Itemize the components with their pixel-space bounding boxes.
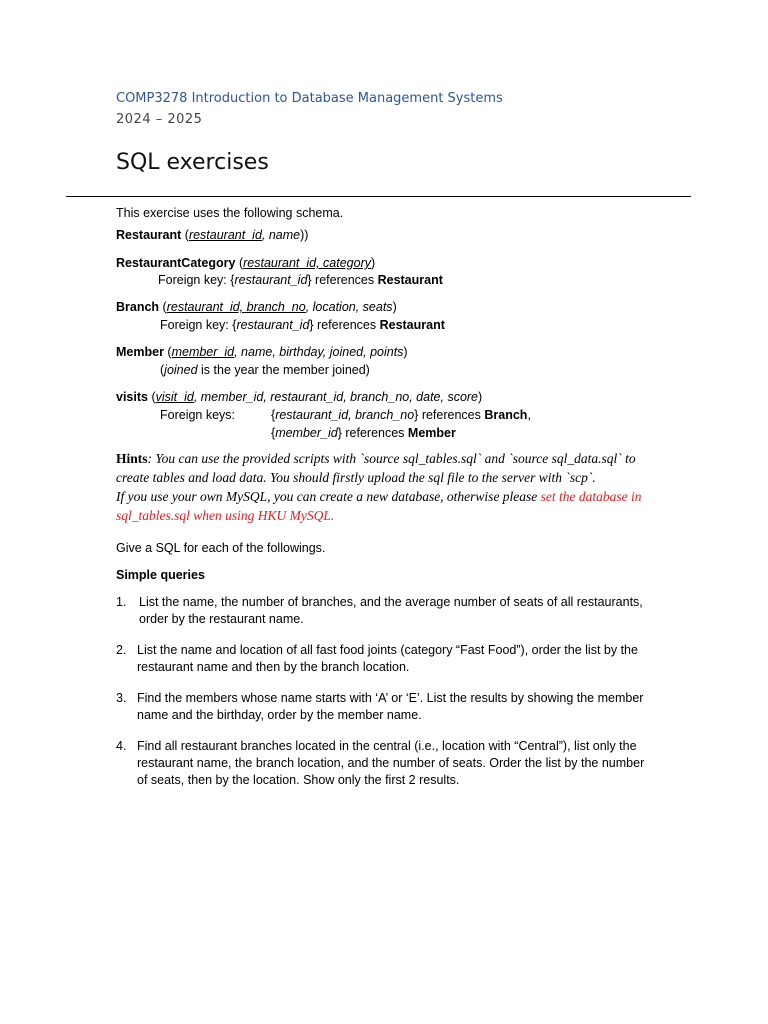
question-number: 4. [116,739,127,753]
note-key: joined [164,363,198,377]
question-text: List the name and location of all fast food joints (category “Fast Food”), order the list by the restaurant name and then by the branch location. [137,643,638,674]
hints-line-2: create tables and load data. You should firstly upload the sql file to the server with `scp`. [116,470,596,485]
fk-table: Restaurant [377,273,443,287]
instruction-text: Give a SQL for each of the followings. [116,541,326,555]
hints-label: Hints [116,451,148,466]
fk-key: member_id [275,426,338,440]
hints-text: : You can use the provided scripts with `source sql_tables.sql` and `source sql_data.sql` to [147,451,636,466]
schema-member: Member (member_id, name, birthday, joined, points) [116,345,408,359]
schema-restaurant: Restaurant (restaurant_id, name)) [116,228,309,242]
fk-key: restaurant_id [234,273,308,287]
attributes: , name, birthday, joined, points [234,345,404,359]
note-open: ( [160,363,165,377]
question-number: 3. [116,691,127,705]
attributes: , name [261,228,301,242]
schema-visits: visits (visit_id, member_id, restaurant_id, branch_no, date, score) [116,390,483,404]
question-text: Find all restaurant branches located in the central (i.e., location with “Central”), list only the restaurant name, the branch location, and the number of seats. Order the list by the number of seats, then by the location. Show only the first 2 results. [137,739,645,787]
attributes: , location, seats [305,300,393,314]
question-text: List the name, the number of branches, and the average number of seats of all restaurants, order by the restaurant name. [139,595,643,626]
hints-highlight: set the database in [540,489,642,504]
foreign-key-visits-branch: {restaurant_id, branch_no} references Branch, [271,408,531,422]
schema-restaurant-category: RestaurantCategory (restaurant_id, category) [116,256,376,270]
hints-line-4: sql_tables.sql when using HKU MySQL. [116,508,335,523]
fk-table: Restaurant [379,318,445,332]
question-number: 1. [116,595,127,609]
table-name: Branch [116,300,160,314]
primary-key: restaurant_id [188,228,262,242]
member-note [160,363,370,377]
foreign-key-branch [160,318,445,332]
primary-key: member_id [171,345,235,359]
table-name: Member [116,345,164,359]
question-text: Find the members whose name starts with ‘A’ or ‘E’. List the results by showing the member name and the birthday, order by the member name. [137,691,644,722]
question-number: 2. [116,643,127,657]
primary-key: restaurant_id, category [243,256,371,270]
divider [66,196,691,197]
foreign-key-visits-member: {member_id} references Member [271,426,456,440]
fk-table: Member [407,426,456,440]
intro-text: This exercise uses the following schema. [116,206,344,220]
foreign-key-restaurant-category [158,273,443,287]
fk-key: restaurant_id [236,318,310,332]
fk-ref: } references [309,318,380,332]
note-text: is the year the member joined) [197,363,370,377]
fk-key: restaurant_id, branch_no [275,408,415,422]
hints-line-3 [116,489,642,505]
hints-text: If you use your own MySQL, you can create a new database, otherwise please [116,489,541,504]
table-name: Restaurant [116,228,182,242]
fk-ref: } references [307,273,378,287]
schema-branch: Branch (restaurant_id, branch_no, location, seats) [116,300,397,314]
page-title: SQL exercises [116,150,269,175]
primary-key: restaurant_id, branch_no [166,300,306,314]
section-title: Simple queries [116,568,205,582]
fk-label: Foreign key: { [158,273,235,287]
table-name: visits [116,390,148,404]
academic-year: 2024 – 2025 [116,112,203,127]
foreign-keys-label: Foreign keys: [160,408,236,422]
fk-label: Foreign key: { [160,318,237,332]
hints-line-1 [116,451,636,467]
course-title: COMP3278 Introduction to Database Management Systems [116,91,503,106]
table-name: RestaurantCategory [116,256,236,270]
fk-table: Branch [484,408,528,422]
primary-key: visit_id [155,390,194,404]
attributes: , member_id, restaurant_id, branch_no, date, score [193,390,479,404]
